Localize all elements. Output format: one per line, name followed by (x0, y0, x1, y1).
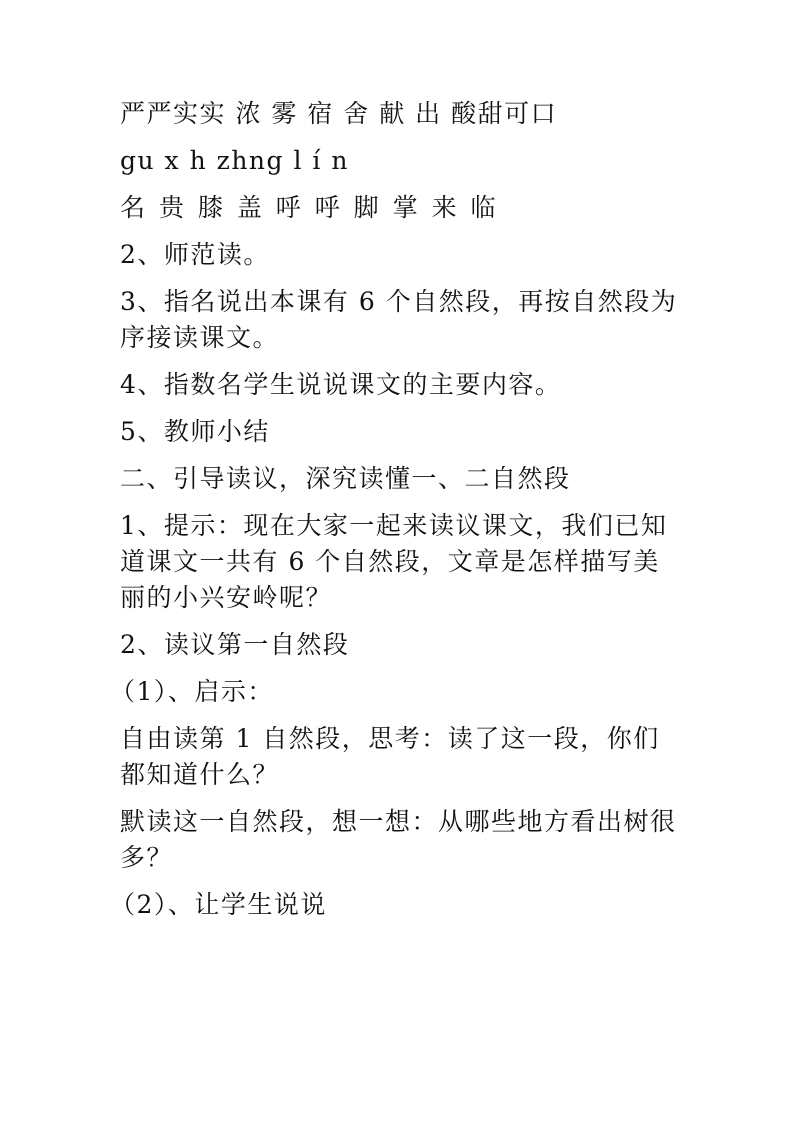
free-reading-paragraph: 自由读第 1 自然段，思考：读了这一段，你们都知道什么？ (120, 724, 660, 789)
reading-step-line: 2、读议第一自然段 (120, 630, 350, 659)
section-2-heading: 二、引导读议，深究读懂一、二自然段 (120, 464, 571, 493)
vocabulary-line-2: 名 贵 膝 盖 呼 呼 脚 掌 来 临 (120, 193, 499, 222)
step-4-line: 4、指数名学生说说课文的主要内容。 (120, 370, 562, 399)
student-speaking-line: （2）、让学生说说 (110, 890, 327, 919)
document-body (110, 96, 680, 934)
step-2-line: 2、师范读。 (120, 240, 270, 269)
vocabulary-line-1: 严严实实 浓 雾 宿 舍 献 出 酸甜可口 (120, 99, 558, 128)
hint-label: （1）、启示： (110, 677, 274, 706)
step-5-line: 5、教师小结 (120, 417, 270, 446)
pinyin-line: gu x h zhng l í n (120, 146, 349, 175)
silent-reading-paragraph: 默读这一自然段，想一想：从哪些地方看出树很多？ (120, 807, 677, 872)
prompt-paragraph: 1、提示：现在大家一起来读议课文，我们已知道课文一共有 6 个自然段，文章是怎样描写美丽的小兴安岭呢？ (120, 511, 668, 612)
step-3-paragraph: 3、指名说出本课有 6 个自然段，再按自然段为序接读课文。 (120, 287, 678, 352)
